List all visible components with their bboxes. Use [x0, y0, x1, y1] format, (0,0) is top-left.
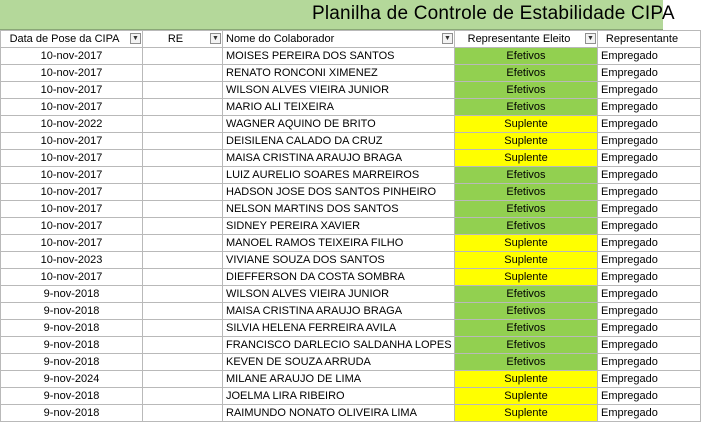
re-cell[interactable] — [143, 65, 223, 82]
re-cell[interactable] — [143, 201, 223, 218]
representante-tipo-cell[interactable]: Empregado — [598, 184, 701, 201]
date-cell[interactable]: 10-nov-2017 — [1, 235, 143, 252]
name-cell[interactable]: MOISES PEREIRA DOS SANTOS — [223, 48, 455, 65]
representante-cell[interactable]: Suplente — [455, 133, 598, 150]
table-row — [1, 65, 701, 82]
filter-dropdown-icon[interactable]: ▼ — [130, 33, 141, 44]
representante-tipo-cell[interactable]: Empregado — [598, 235, 701, 252]
name-cell[interactable]: JOELMA LIRA RIBEIRO — [223, 388, 455, 405]
name-cell[interactable]: KEVEN DE SOUZA ARRUDA — [223, 354, 455, 371]
name-cell[interactable]: WAGNER AQUINO DE BRITO — [223, 116, 455, 133]
representante-tipo-cell[interactable]: Empregado — [598, 116, 701, 133]
date-cell[interactable]: 9-nov-2024 — [1, 371, 143, 388]
representante-tipo-cell[interactable]: Empregado — [598, 82, 701, 99]
date-cell[interactable]: 10-nov-2017 — [1, 65, 143, 82]
re-cell[interactable] — [143, 167, 223, 184]
representante-cell[interactable]: Efetivos — [455, 218, 598, 235]
table-body — [1, 48, 701, 422]
date-cell[interactable]: 10-nov-2017 — [1, 133, 143, 150]
date-cell[interactable]: 9-nov-2018 — [1, 303, 143, 320]
date-cell[interactable]: 10-nov-2017 — [1, 201, 143, 218]
date-cell[interactable]: 10-nov-2017 — [1, 99, 143, 116]
representante-tipo-cell[interactable]: Empregado — [598, 65, 701, 82]
date-cell[interactable]: 9-nov-2018 — [1, 337, 143, 354]
representante-cell[interactable]: Efetivos — [455, 99, 598, 116]
representante-cell[interactable]: Efetivos — [455, 320, 598, 337]
header-representante-eleito: Representante Eleito ▼ — [455, 31, 598, 48]
name-cell[interactable]: DEISILENA CALADO DA CRUZ — [223, 133, 455, 150]
re-cell[interactable] — [143, 269, 223, 286]
table-row — [1, 337, 701, 354]
re-cell[interactable] — [143, 184, 223, 201]
name-cell[interactable]: VIVIANE SOUZA DOS SANTOS — [223, 252, 455, 269]
representante-tipo-cell[interactable]: Empregado — [598, 371, 701, 388]
re-cell[interactable] — [143, 405, 223, 422]
header-representante: Representante — [598, 31, 701, 48]
representante-tipo-cell[interactable]: Empregado — [598, 201, 701, 218]
representante-tipo-cell[interactable]: Empregado — [598, 252, 701, 269]
table-row — [1, 150, 701, 167]
representante-tipo-cell[interactable]: Empregado — [598, 167, 701, 184]
re-cell[interactable] — [143, 99, 223, 116]
table-row — [1, 405, 701, 422]
filter-dropdown-icon[interactable]: ▼ — [442, 33, 453, 44]
re-cell[interactable] — [143, 354, 223, 371]
representante-cell[interactable]: Suplente — [455, 116, 598, 133]
representante-cell[interactable]: Efetivos — [455, 303, 598, 320]
data-table — [0, 30, 701, 422]
re-cell[interactable] — [143, 150, 223, 167]
representante-tipo-cell[interactable]: Empregado — [598, 337, 701, 354]
date-cell[interactable]: 10-nov-2017 — [1, 48, 143, 65]
representante-cell[interactable]: Suplente — [455, 150, 598, 167]
table-row — [1, 269, 701, 286]
table-row — [1, 116, 701, 133]
representante-tipo-cell[interactable]: Empregado — [598, 48, 701, 65]
date-cell[interactable]: 10-nov-2017 — [1, 150, 143, 167]
table-row — [1, 218, 701, 235]
date-cell[interactable]: 10-nov-2017 — [1, 82, 143, 99]
date-cell[interactable]: 9-nov-2018 — [1, 320, 143, 337]
date-cell[interactable]: 9-nov-2018 — [1, 286, 143, 303]
table-row — [1, 184, 701, 201]
name-cell[interactable]: MARIO ALI TEIXEIRA — [223, 99, 455, 116]
name-cell[interactable]: NELSON MARTINS DOS SANTOS — [223, 201, 455, 218]
table-row — [1, 167, 701, 184]
representante-cell[interactable]: Efetivos — [455, 337, 598, 354]
table-row — [1, 82, 701, 99]
representante-tipo-cell[interactable]: Empregado — [598, 320, 701, 337]
representante-tipo-cell[interactable]: Empregado — [598, 99, 701, 116]
title-bar — [0, 0, 675, 30]
re-cell[interactable] — [143, 286, 223, 303]
table-row — [1, 354, 701, 371]
representante-cell[interactable]: Efetivos — [455, 167, 598, 184]
name-cell[interactable]: WILSON ALVES VIEIRA JUNIOR — [223, 82, 455, 99]
date-cell[interactable]: 10-nov-2023 — [1, 252, 143, 269]
sheet-title: Planilha de Controle de Estabilidade CIPA — [312, 3, 675, 24]
representante-tipo-cell[interactable]: Empregado — [598, 269, 701, 286]
representante-cell[interactable]: Suplente — [455, 405, 598, 422]
representante-tipo-cell[interactable]: Empregado — [598, 354, 701, 371]
name-cell[interactable]: MILANE ARAUJO DE LIMA — [223, 371, 455, 388]
header-row — [1, 31, 701, 48]
header-date: Data de Pose da CIPA ▼ — [1, 31, 143, 48]
re-cell[interactable] — [143, 116, 223, 133]
representante-cell[interactable]: Efetivos — [455, 286, 598, 303]
filter-dropdown-icon[interactable]: ▼ — [210, 33, 221, 44]
name-cell[interactable]: MAISA CRISTINA ARAUJO BRAGA — [223, 303, 455, 320]
representante-cell[interactable]: Suplente — [455, 371, 598, 388]
re-cell[interactable] — [143, 337, 223, 354]
table-row — [1, 388, 701, 405]
name-cell[interactable]: RENATO RONCONI XIMENEZ — [223, 65, 455, 82]
re-cell[interactable] — [143, 320, 223, 337]
name-cell[interactable]: LUIZ AURELIO SOARES MARREIROS — [223, 167, 455, 184]
re-cell[interactable] — [143, 252, 223, 269]
representante-cell[interactable]: Efetivos — [455, 354, 598, 371]
table-row — [1, 99, 701, 116]
representante-tipo-cell[interactable]: Empregado — [598, 133, 701, 150]
name-cell[interactable]: DIEFFERSON DA COSTA SOMBRA — [223, 269, 455, 286]
name-cell[interactable]: SILVIA HELENA FERREIRA AVILA — [223, 320, 455, 337]
re-cell[interactable] — [143, 48, 223, 65]
date-cell[interactable]: 10-nov-2017 — [1, 218, 143, 235]
name-cell[interactable]: MAISA CRISTINA ARAUJO BRAGA — [223, 150, 455, 167]
name-cell[interactable]: WILSON ALVES VIEIRA JUNIOR — [223, 286, 455, 303]
date-cell[interactable]: 10-nov-2022 — [1, 116, 143, 133]
name-cell[interactable]: SIDNEY PEREIRA XAVIER — [223, 218, 455, 235]
representante-cell[interactable]: Efetivos — [455, 48, 598, 65]
table-row — [1, 320, 701, 337]
re-cell[interactable] — [143, 371, 223, 388]
table-row — [1, 235, 701, 252]
filter-dropdown-icon[interactable]: ▼ — [585, 33, 596, 44]
date-cell[interactable]: 9-nov-2018 — [1, 405, 143, 422]
name-cell[interactable]: FRANCISCO DARLECIO SALDANHA LOPES — [223, 337, 455, 354]
name-cell[interactable]: RAIMUNDO NONATO OLIVEIRA LIMA — [223, 405, 455, 422]
representante-cell[interactable]: Efetivos — [455, 184, 598, 201]
representante-cell[interactable]: Suplente — [455, 252, 598, 269]
date-cell[interactable]: 9-nov-2018 — [1, 354, 143, 371]
representante-cell[interactable]: Suplente — [455, 269, 598, 286]
header-re: RE ▼ — [143, 31, 223, 48]
re-cell[interactable] — [143, 218, 223, 235]
date-cell[interactable]: 9-nov-2018 — [1, 388, 143, 405]
name-cell[interactable]: MANOEL RAMOS TEIXEIRA FILHO — [223, 235, 455, 252]
representante-tipo-cell[interactable]: Empregado — [598, 405, 701, 422]
representante-tipo-cell[interactable]: Empregado — [598, 218, 701, 235]
re-cell[interactable] — [143, 388, 223, 405]
table-row — [1, 303, 701, 320]
re-cell[interactable] — [143, 303, 223, 320]
re-cell[interactable] — [143, 82, 223, 99]
date-cell[interactable]: 10-nov-2017 — [1, 184, 143, 201]
re-cell[interactable] — [143, 133, 223, 150]
table-row — [1, 252, 701, 269]
representante-cell[interactable]: Suplente — [455, 235, 598, 252]
table-row — [1, 201, 701, 218]
representante-cell[interactable]: Efetivos — [455, 82, 598, 99]
representante-cell[interactable]: Efetivos — [455, 65, 598, 82]
representante-tipo-cell[interactable]: Empregado — [598, 303, 701, 320]
representante-cell[interactable]: Efetivos — [455, 201, 598, 218]
header-name: Nome do Colaborador ▼ — [223, 31, 455, 48]
representante-tipo-cell[interactable]: Empregado — [598, 286, 701, 303]
representante-tipo-cell[interactable]: Empregado — [598, 150, 701, 167]
table-row — [1, 286, 701, 303]
date-cell[interactable]: 10-nov-2017 — [1, 269, 143, 286]
re-cell[interactable] — [143, 235, 223, 252]
date-cell[interactable]: 10-nov-2017 — [1, 167, 143, 184]
representante-cell[interactable]: Suplente — [455, 388, 598, 405]
representante-tipo-cell[interactable]: Empregado — [598, 388, 701, 405]
table-row — [1, 133, 701, 150]
name-cell[interactable]: HADSON JOSE DOS SANTOS PINHEIRO — [223, 184, 455, 201]
table-row — [1, 48, 701, 65]
table-row — [1, 371, 701, 388]
